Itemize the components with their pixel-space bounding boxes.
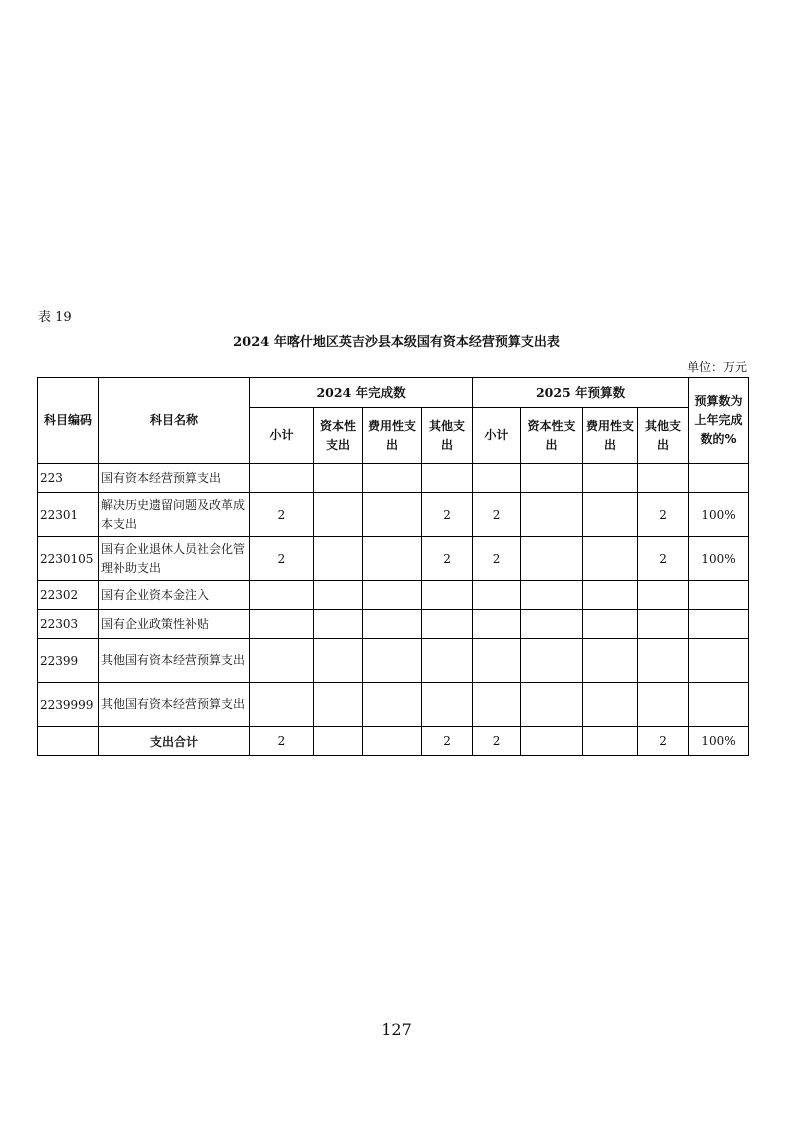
cell-ratio	[689, 581, 749, 610]
row-code: 2230105	[38, 537, 99, 581]
cell-2025-other	[638, 610, 689, 639]
total-2025-expense	[583, 727, 638, 756]
table-number: 表 19	[38, 310, 72, 325]
cell-2024-expense	[363, 493, 422, 537]
header-2025-other: 其他支出	[638, 408, 689, 464]
total-2024-capital	[314, 727, 363, 756]
page-number: 127	[381, 1020, 412, 1039]
cell-2025-capital	[521, 610, 583, 639]
cell-ratio	[689, 683, 749, 727]
cell-2025-subtotal: 2	[473, 493, 521, 537]
cell-2024-subtotal	[250, 581, 314, 610]
row-name: 其他国有资本经营预算支出	[99, 639, 250, 683]
header-2025-capital: 资本性支出	[521, 408, 583, 464]
cell-2024-capital	[314, 581, 363, 610]
total-row	[38, 727, 749, 756]
cell-2025-other: 2	[638, 493, 689, 537]
row-code: 22301	[38, 493, 99, 537]
cell-2025-other	[638, 639, 689, 683]
header-group-2025: 2025 年预算数	[473, 378, 689, 408]
unit-label: 单位：万元	[686, 360, 747, 374]
total-label: 支出合计	[99, 727, 250, 756]
cell-2024-expense	[363, 464, 422, 493]
cell-2025-other: 2	[638, 537, 689, 581]
cell-2025-expense	[583, 537, 638, 581]
cell-2024-other: 2	[422, 537, 473, 581]
cell-2025-expense	[583, 639, 638, 683]
cell-2025-subtotal: 2	[473, 537, 521, 581]
header-2024-capital: 资本性支出	[314, 408, 363, 464]
header-group-2024: 2024 年完成数	[250, 378, 473, 408]
cell-2025-other	[638, 683, 689, 727]
header-name: 科目名称	[99, 378, 250, 464]
total-2025-other: 2	[638, 727, 689, 756]
cell-2025-other	[638, 581, 689, 610]
cell-2025-capital	[521, 493, 583, 537]
header-code: 科目编码	[38, 378, 99, 464]
row-code: 22399	[38, 639, 99, 683]
cell-2024-subtotal	[250, 464, 314, 493]
cell-2025-capital	[521, 537, 583, 581]
budget-table	[37, 377, 749, 756]
cell-2024-other	[422, 683, 473, 727]
cell-2025-subtotal	[473, 683, 521, 727]
cell-2024-capital	[314, 493, 363, 537]
total-2024-expense	[363, 727, 422, 756]
total-2025-subtotal: 2	[473, 727, 521, 756]
total-2025-capital	[521, 727, 583, 756]
cell-2024-subtotal	[250, 683, 314, 727]
cell-2025-capital	[521, 464, 583, 493]
table-row	[38, 683, 749, 727]
cell-2024-capital	[314, 610, 363, 639]
row-name: 解决历史遗留问题及改革成本支出	[99, 493, 250, 537]
cell-2025-other	[638, 464, 689, 493]
cell-2025-subtotal	[473, 581, 521, 610]
cell-2025-expense	[583, 464, 638, 493]
cell-2024-subtotal	[250, 639, 314, 683]
total-2024-other: 2	[422, 727, 473, 756]
header-ratio: 预算数为上年完成数的%	[689, 378, 749, 464]
cell-2025-capital	[521, 683, 583, 727]
row-name: 其他国有资本经营预算支出	[99, 683, 250, 727]
header-2024-other: 其他支出	[422, 408, 473, 464]
total-ratio: 100%	[689, 727, 749, 756]
cell-2024-other: 2	[422, 493, 473, 537]
cell-2024-other	[422, 464, 473, 493]
cell-2024-expense	[363, 639, 422, 683]
row-code: 2239999	[38, 683, 99, 727]
cell-2024-subtotal	[250, 610, 314, 639]
cell-2025-subtotal	[473, 610, 521, 639]
cell-ratio	[689, 464, 749, 493]
table-row	[38, 610, 749, 639]
cell-2024-other	[422, 639, 473, 683]
header-2024-subtotal: 小计	[250, 408, 314, 464]
cell-ratio: 100%	[689, 493, 749, 537]
table-row	[38, 639, 749, 683]
row-name: 国有企业退休人员社会化管理补助支出	[99, 537, 250, 581]
cell-2024-other	[422, 610, 473, 639]
cell-ratio: 100%	[689, 537, 749, 581]
row-name: 国有企业资本金注入	[99, 581, 250, 610]
cell-2025-subtotal	[473, 639, 521, 683]
cell-2025-expense	[583, 493, 638, 537]
cell-2024-capital	[314, 639, 363, 683]
row-code: 22303	[38, 610, 99, 639]
cell-2024-expense	[363, 537, 422, 581]
cell-2025-expense	[583, 683, 638, 727]
cell-2024-capital	[314, 464, 363, 493]
total-code	[38, 727, 99, 756]
header-2025-subtotal: 小计	[473, 408, 521, 464]
cell-2024-expense	[363, 610, 422, 639]
total-2024-subtotal: 2	[250, 727, 314, 756]
cell-2024-subtotal: 2	[250, 537, 314, 581]
cell-2025-expense	[583, 610, 638, 639]
row-name: 国有资本经营预算支出	[99, 464, 250, 493]
cell-2024-capital	[314, 537, 363, 581]
table-row	[38, 464, 749, 493]
row-name: 国有企业政策性补贴	[99, 610, 250, 639]
table-row	[38, 493, 749, 537]
cell-2025-capital	[521, 639, 583, 683]
header-2024-expense: 费用性支出	[363, 408, 422, 464]
cell-2024-capital	[314, 683, 363, 727]
cell-2024-expense	[363, 581, 422, 610]
row-code: 22302	[38, 581, 99, 610]
header-2025-expense: 费用性支出	[583, 408, 638, 464]
cell-ratio	[689, 610, 749, 639]
cell-2025-subtotal	[473, 464, 521, 493]
cell-2024-expense	[363, 683, 422, 727]
cell-2024-subtotal: 2	[250, 493, 314, 537]
row-code: 223	[38, 464, 99, 493]
cell-ratio	[689, 639, 749, 683]
table-row	[38, 537, 749, 581]
cell-2025-expense	[583, 581, 638, 610]
table-row	[38, 581, 749, 610]
table-title: 2024 年喀什地区英吉沙县本级国有资本经营预算支出表	[233, 335, 560, 350]
cell-2024-other	[422, 581, 473, 610]
cell-2025-capital	[521, 581, 583, 610]
